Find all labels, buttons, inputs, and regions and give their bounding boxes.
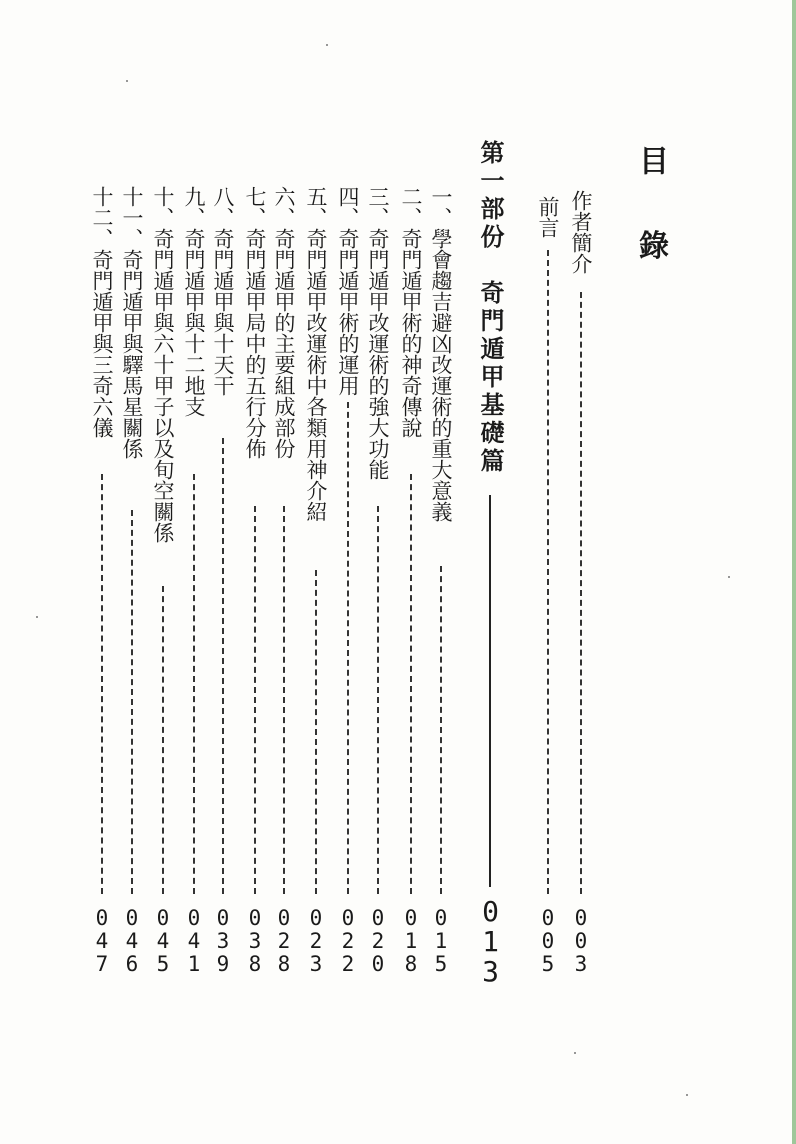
entry-label: 七、奇門遁甲局中的五行分佈: [243, 186, 267, 459]
page-number: 003: [569, 906, 593, 975]
toc-entry-part1[interactable]: [472, 0, 508, 1000]
entry-label: 作者簡介: [569, 190, 593, 274]
toc-entry-ch9[interactable]: [176, 0, 212, 1000]
toc-entry-ch2[interactable]: [393, 0, 429, 1000]
dot-leader: [580, 292, 582, 894]
entry-label: 六、奇門遁甲的主要組成部份: [272, 186, 296, 459]
entry-label: 二、奇門遁甲術的神奇傳說: [399, 186, 423, 438]
scan-speck: [326, 44, 328, 46]
page-number: 028: [272, 906, 296, 975]
dot-leader: [410, 474, 412, 894]
toc-title: 目 錄: [633, 145, 668, 282]
entry-label: 十二、奇門遁甲與三奇六儀: [90, 186, 114, 438]
dot-leader: [193, 474, 195, 894]
entry-label: 九、奇門遁甲與十二地支: [182, 186, 206, 417]
entry-label: 四、奇門遁甲術的運用: [336, 186, 360, 396]
page-number: 005: [536, 906, 560, 975]
dot-leader: [283, 506, 285, 894]
page-number: 015: [429, 906, 453, 975]
toc-entry-ch5[interactable]: [298, 0, 334, 1000]
toc-entry-ch4[interactable]: [330, 0, 366, 1000]
page-number: 023: [304, 906, 328, 975]
toc-entry-author[interactable]: [563, 0, 599, 1000]
dot-leader: [440, 566, 442, 894]
scan-speck: [574, 1052, 576, 1054]
scan-speck: [126, 80, 128, 82]
entry-label: 十、奇門遁甲與六十甲子以及旬空關係: [151, 186, 175, 543]
entry-label: 一、學會趨吉避凶改運術的重大意義: [429, 186, 453, 522]
toc-entry-preface[interactable]: [530, 0, 566, 1000]
solid-leader: [489, 495, 491, 887]
entry-label: 五、奇門遁甲改運術中各類用神介紹: [304, 186, 328, 522]
scan-speck: [686, 1094, 688, 1096]
page-number: 039: [211, 906, 235, 975]
page-number: 046: [120, 906, 144, 975]
page-number: 047: [90, 906, 114, 975]
dot-leader: [222, 438, 224, 894]
entry-label: 八、奇門遁甲與十天干: [211, 186, 235, 396]
entry-label: 前言: [536, 196, 560, 238]
dot-leader: [101, 474, 103, 894]
dot-leader: [254, 506, 256, 894]
entry-label: 第一部份 奇門遁甲基礎篇: [476, 140, 505, 476]
page-number: 041: [182, 906, 206, 975]
toc-entry-ch10[interactable]: [145, 0, 181, 1000]
page-number: 045: [151, 906, 175, 975]
page-number: 013: [474, 895, 507, 985]
dot-leader: [162, 586, 164, 894]
dot-leader: [547, 250, 549, 894]
page-number: 020: [366, 906, 390, 975]
toc-entry-ch12[interactable]: [84, 0, 120, 1000]
scan-speck: [728, 576, 730, 578]
page-number: 038: [243, 906, 267, 975]
dot-leader: [377, 506, 379, 894]
toc-entry-ch7[interactable]: [237, 0, 273, 1000]
dot-leader: [131, 510, 133, 894]
entry-label: 十一、奇門遁甲與驛馬星關係: [120, 186, 144, 459]
page-number: 018: [399, 906, 423, 975]
page-number: 022: [336, 906, 360, 975]
entry-label: 三、奇門遁甲改運術的強大功能: [366, 186, 390, 480]
scan-speck: [36, 616, 38, 618]
dot-leader: [347, 402, 349, 894]
dot-leader: [315, 570, 317, 894]
